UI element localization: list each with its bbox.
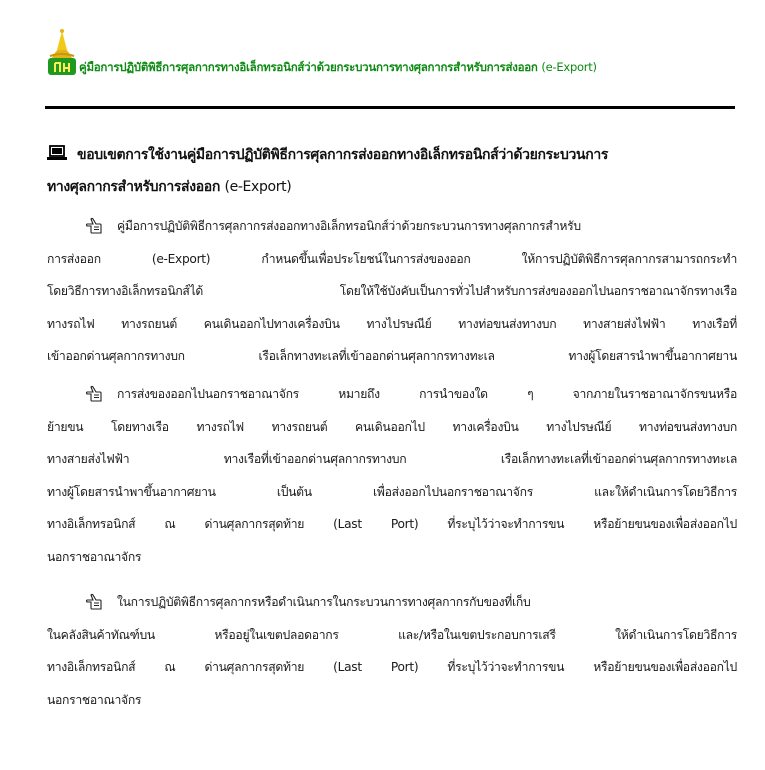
document-title-thai: คู่มือการปฏิบัติพิธีการศุลกากรทางอิเล็กทรอนิกส์ว่าด้วยกระบวนการทางศุลกากรสำหรับการส่งออก bbox=[79, 60, 538, 74]
paragraph-line: ย้ายขน โดยทางเรือ ทางรถไฟ ทางรถยนต์ คนเดินออกไป ทางเครื่องบิน ทางไปรษณีย์ ทางท่อขนส่งทางบก bbox=[47, 419, 737, 434]
paragraph-line: ทางอิเล็กทรอนิกส์ ณ ด่านศุลกากรสุดท้าย (Last Port) ที่ระบุไว้ว่าจะทำการขน หรือย้ายขนของเพื่อส่งออกไป bbox=[47, 517, 737, 531]
paragraph-scope bbox=[47, 210, 737, 373]
document-title bbox=[79, 59, 597, 77]
section-heading bbox=[47, 139, 737, 203]
customs-emblem-icon bbox=[46, 28, 78, 76]
paragraph-line: ทางสายส่งไฟฟ้า ทางเรือที่เข้าออกด่านศุลกากรทางบก เรือเล็กทางทะเลที่เข้าออกด่านศุลกากรทางทะเล bbox=[47, 452, 737, 466]
pointing-hand-icon bbox=[85, 217, 103, 235]
paragraph-line: ในคลังสินค้าทัณฑ์บน หรืออยู่ในเขตปลอดอากร และ/หรือในเขตประกอบการเสรี ให้ดำเนินการโดยวิธีการ bbox=[47, 627, 737, 642]
paragraph-bonded-warehouse bbox=[47, 586, 737, 716]
paragraph-line: ทางรถไฟ ทางรถยนต์ คนเดินออกไปทางเครื่องบิน ทางไปรษณีย์ ทางท่อขนส่งทางบก ทางสายส่งไฟฟ้า ทางเรือที่ bbox=[47, 316, 737, 331]
section-heading-line-1: ขอบเขตการใช้งานคู่มือการปฏิบัติพิธีการศุลกากรส่งออกทางอิเล็กทรอนิกส์ว่าด้วยกระบวนการ bbox=[47, 139, 737, 171]
document-header bbox=[46, 28, 746, 78]
document-title-english: (e-Export) bbox=[541, 60, 597, 74]
paragraph-line: โดยวิธีการทางอิเล็กทรอนิกส์ได้ โดยให้ใช้บังคับเป็นการทั่วไปสำหรับการส่งของออกไปนอกราชอาณาจักรทางเรือ bbox=[47, 284, 737, 298]
paragraph-line: เข้าออกด่านศุลกากรทางบก เรือเล็กทางทะเลที่เข้าออกด่านศุลกากรทางทะเล ทางผู้โดยสารนำพาขึ้นอากาศยาน bbox=[47, 349, 737, 363]
paragraph-line: ในการปฏิบัติพิธีการศุลกากรหรือดำเนินการในกระบวนการทางศุลกากรกับของที่เก็บ bbox=[47, 586, 737, 619]
header-divider bbox=[45, 106, 735, 109]
laptop-icon bbox=[47, 145, 67, 161]
paragraph-line: การส่งออก (e-Export) กำหนดขึ้นเพื่อประโยชน์ในการส่งของออก ให้การปฏิบัติพิธีการศุลกากรสามารถกระทำ bbox=[47, 251, 737, 266]
paragraph-export-definition bbox=[47, 378, 737, 573]
paragraph-line: นอกราชอาณาจักร bbox=[47, 549, 142, 564]
paragraph-line: ทางผู้โดยสารนำพาขึ้นอากาศยาน เป็นต้น เพื่อส่งออกไปนอกราชอาณาจักร และให้ดำเนินการโดยวิธีการ bbox=[47, 484, 737, 499]
pointing-hand-icon bbox=[85, 593, 103, 611]
pointing-hand-icon bbox=[85, 385, 103, 403]
paragraph-line: ทางอิเล็กทรอนิกส์ ณ ด่านศุลกากรสุดท้าย (Last Port) ที่ระบุไว้ว่าจะทำการขน หรือย้ายขนของเพื่อส่งออกไป bbox=[47, 660, 737, 674]
paragraph-line: นอกราชอาณาจักร bbox=[47, 692, 142, 707]
paragraph-line: คู่มือการปฏิบัติพิธีการศุลกากรส่งออกทางอิเล็กทรอนิกส์ว่าด้วยกระบวนการทางศุลกากรสำหรับ bbox=[47, 210, 737, 243]
paragraph-line: การส่งของออกไปนอกราชอาณาจักร หมายถึง การนำของใด ๆ จากภายในราชอาณาจักรขนหรือ bbox=[47, 378, 737, 411]
section-heading-line-2: ทางศุลกากรสำหรับการส่งออก (e-Export) bbox=[47, 179, 292, 195]
